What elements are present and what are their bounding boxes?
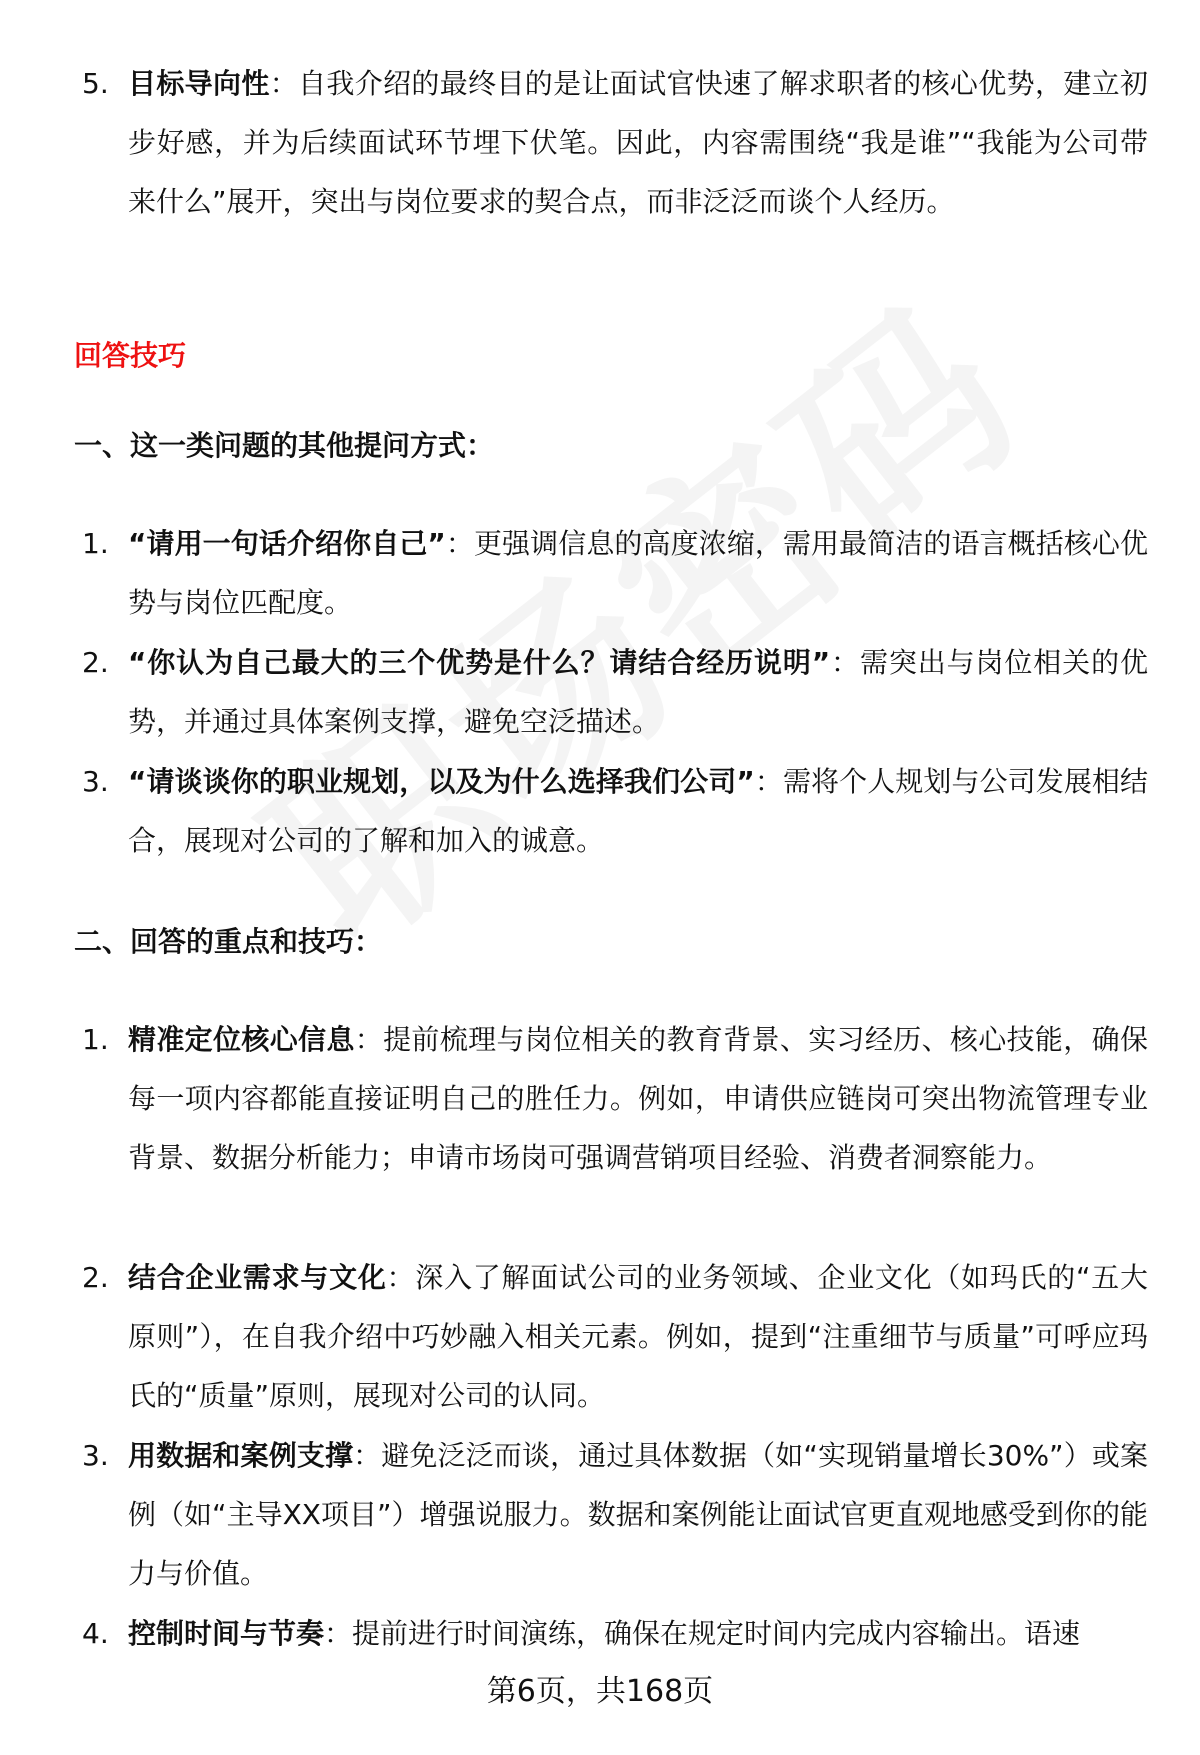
section-one-heading: 一、这一类问题的其他提问方式：	[74, 429, 495, 462]
section-two-heading: 二、回答的重点和技巧：	[74, 925, 383, 958]
list-label: 精准定位核心信息	[128, 1023, 355, 1056]
list-number: 3.	[82, 1439, 109, 1472]
list-number: 5.	[82, 67, 109, 100]
list-body: 更强调信息的高度浓缩，需用最简洁的语言概括核心优势与岗位匹配度。	[128, 527, 1148, 619]
list-separator: ：	[386, 1261, 416, 1294]
list-separator: ：	[445, 527, 474, 560]
list-text	[128, 752, 1148, 870]
list-label: 用数据和案例支撑	[128, 1439, 354, 1472]
list-separator: ：	[754, 765, 783, 798]
list-number: 2.	[82, 1261, 109, 1294]
list-separator: ：	[269, 67, 299, 100]
list-number: 2.	[82, 646, 109, 679]
list-label: 结合企业需求与文化	[128, 1261, 387, 1294]
list-body: 提前梳理与岗位相关的教育背景、实习经历、核心技能，确保每一项内容都能直接证明自己的胜任力。例如，申请供应链岗可突出物流管理专业背景、数据分析能力；申请市场岗可强调营销项目经验、消费者洞察能力。	[128, 1023, 1148, 1174]
list-label: “请用一句话介绍你自己”	[128, 527, 446, 560]
list-text	[128, 514, 1148, 632]
list-number: 1.	[82, 1023, 109, 1056]
list-body: 深入了解面试公司的业务领域、企业文化（如玛氏的“五大原则”），在自我介绍中巧妙融入相关元素。例如，提到“注重细节与质量”可呼应玛氏的“质量”原则，展现对公司的认同。	[128, 1261, 1148, 1412]
list-separator: ：	[354, 1023, 384, 1056]
list-label: 控制时间与节奏	[128, 1617, 325, 1650]
list-body: 需将个人规划与公司发展相结合，展现对公司的了解和加入的诚意。	[128, 765, 1148, 857]
list-label: 目标导向性	[128, 67, 270, 100]
list-text	[128, 1010, 1148, 1187]
list-text	[128, 1248, 1148, 1425]
list-text	[128, 1604, 1148, 1663]
list-separator: ：	[353, 1439, 382, 1472]
page-number-footer: 第6页，共168页	[486, 1674, 714, 1709]
list-label: “你认为自己最大的三个优势是什么？请结合经历说明”	[128, 646, 831, 679]
list-separator: ：	[324, 1617, 353, 1650]
list-number: 4.	[82, 1617, 109, 1650]
list-body: 提前进行时间演练，确保在规定时间内完成内容输出。语速	[352, 1617, 1081, 1650]
list-body: 自我介绍的最终目的是让面试官快速了解求职者的核心优势，建立初步好感，并为后续面试环节埋下伏笔。因此，内容需围绕“我是谁”“我能为公司带来什么”展开，突出与岗位要求的契合点，而非泛泛而谈个人经历。	[128, 67, 1148, 218]
list-text	[128, 54, 1148, 231]
list-number: 3.	[82, 765, 109, 798]
section-title: 回答技巧	[74, 339, 187, 372]
list-number: 1.	[82, 527, 109, 560]
list-body: 需突出与岗位相关的优势，并通过具体案例支撑，避免空泛描述。	[128, 646, 1148, 738]
list-body: 避免泛泛而谈，通过具体数据（如“实现销量增长30%”）或案例（如“主导XX项目”）增强说服力。数据和案例能让面试官更直观地感受到你的能力与价值。	[128, 1439, 1148, 1590]
list-text	[128, 1426, 1148, 1603]
list-separator: ：	[830, 646, 860, 679]
list-text	[128, 633, 1148, 751]
list-label: “请谈谈你的职业规划，以及为什么选择我们公司”	[128, 765, 755, 798]
